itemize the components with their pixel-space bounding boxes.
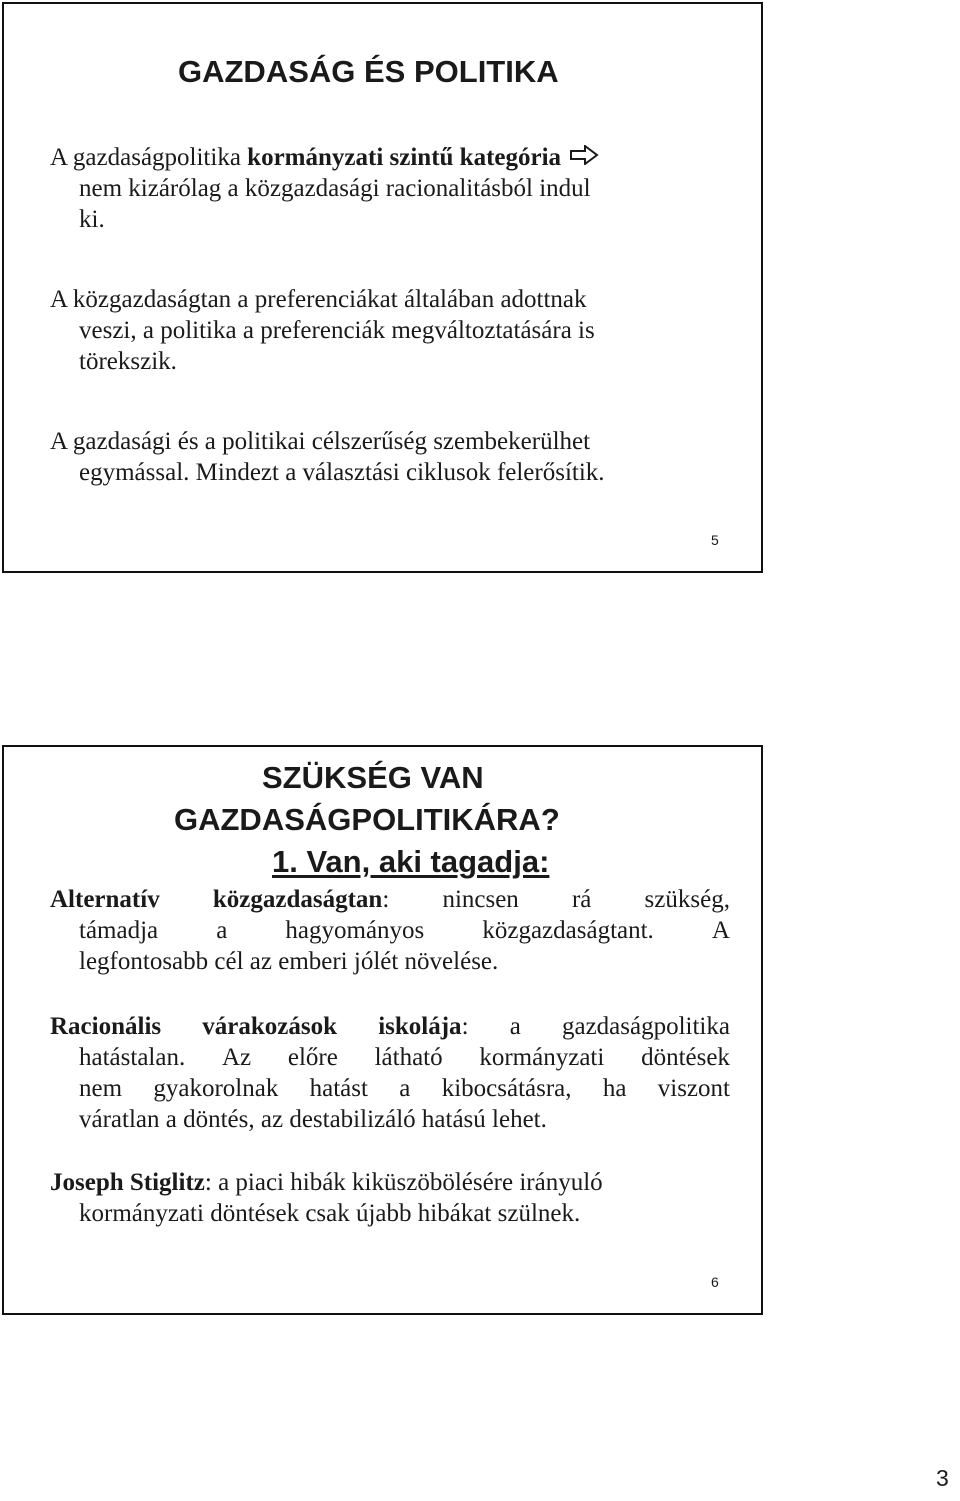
slide-6 xyxy=(2,745,763,1315)
word: nincsen xyxy=(442,886,519,913)
bold-term: közgazdaságtan xyxy=(212,886,383,913)
paragraph-stiglitz xyxy=(50,1167,730,1229)
slide-5 xyxy=(2,2,763,573)
slide-subtitle: 1. Van, aki tagadja: xyxy=(272,844,550,879)
word: kibocsátásra, xyxy=(441,1075,572,1102)
text-line xyxy=(50,915,730,946)
paragraph-alternative-economics xyxy=(50,884,730,977)
text-line xyxy=(50,1073,730,1104)
text-line: A közgazdaságtan a preferenciákat általában adottnak xyxy=(50,286,587,313)
text-line: A gazdasági és a politikai célszerűség szembekerülhet xyxy=(50,428,591,455)
word: hagyományos xyxy=(285,917,425,944)
text-line: törekszik. xyxy=(79,348,177,375)
word: ha xyxy=(602,1075,627,1102)
text-segment: : xyxy=(382,886,390,913)
text-segment: : a piaci hibák kiküszöbölésére irányuló xyxy=(204,1169,603,1196)
word: a xyxy=(216,917,228,944)
word: döntések xyxy=(641,1044,730,1071)
text-line xyxy=(50,1042,730,1073)
bold-term: Alternatív xyxy=(50,886,160,913)
word: nem xyxy=(79,1075,123,1102)
text-line: nem kizárólag a közgazdasági racionalitásból indul xyxy=(79,175,591,202)
word: A xyxy=(711,917,730,944)
text-line: legfontosabb cél az emberi jólét növelése. xyxy=(79,948,499,975)
paragraph-government-category xyxy=(50,142,730,235)
text-line: veszi, a politika a preferenciák megváltoztatására is xyxy=(79,317,595,344)
paragraph-rational-expectations xyxy=(50,1011,730,1135)
hollow-right-arrow-icon xyxy=(569,142,599,173)
word: viszont xyxy=(657,1075,730,1102)
text-segment xyxy=(213,884,389,915)
word: rá xyxy=(571,886,592,913)
text-segment xyxy=(378,1011,468,1042)
page-number: 3 xyxy=(936,1465,949,1491)
word: a xyxy=(509,1013,521,1040)
paragraph-preferences xyxy=(50,284,730,377)
word: közgazdaságtant. xyxy=(482,917,654,944)
text-line xyxy=(50,1167,730,1198)
bold-term: Racionális xyxy=(50,1013,162,1040)
word: kormányzati xyxy=(479,1044,605,1071)
slide-title-line-2: GAZDASÁGPOLITIKÁRA? xyxy=(174,802,560,837)
word: Az xyxy=(221,1044,252,1071)
text-line xyxy=(50,142,730,173)
word: támadja xyxy=(79,917,159,944)
slide-title: GAZDASÁG ÉS POLITIKA xyxy=(178,54,559,89)
text-line: váratlan a döntés, az destabilizáló hatású lehet. xyxy=(79,1106,547,1133)
slide-number: 6 xyxy=(711,1274,719,1290)
word: gazdaságpolitika xyxy=(561,1013,730,1040)
text-line: ki. xyxy=(79,206,105,233)
bold-term: iskolája xyxy=(378,1013,462,1040)
word: hatást xyxy=(309,1075,368,1102)
bold-term: kormányzati szintű kategória xyxy=(247,144,562,171)
text-line: egymással. Mindezt a választási ciklusok felerősítik. xyxy=(79,459,605,486)
word: előre xyxy=(287,1044,338,1071)
word: látható xyxy=(374,1044,443,1071)
paragraph-conflict xyxy=(50,426,730,488)
word: gyakorolnak xyxy=(153,1075,279,1102)
slide-title-line-1: SZÜKSÉG VAN xyxy=(262,760,484,795)
text-line: kormányzati döntések csak újabb hibákat szülnek. xyxy=(79,1200,581,1227)
text-line xyxy=(50,884,730,915)
text-segment: A gazdaságpolitika xyxy=(50,144,248,171)
text-line xyxy=(50,1011,730,1042)
slide-number: 5 xyxy=(711,532,719,548)
bold-term: várakozások xyxy=(202,1013,338,1040)
word: szükség, xyxy=(644,886,730,913)
word: hatástalan. xyxy=(79,1044,186,1071)
bold-term: Joseph Stiglitz xyxy=(50,1169,205,1196)
word: a xyxy=(399,1075,411,1102)
text-segment: : xyxy=(461,1013,469,1040)
